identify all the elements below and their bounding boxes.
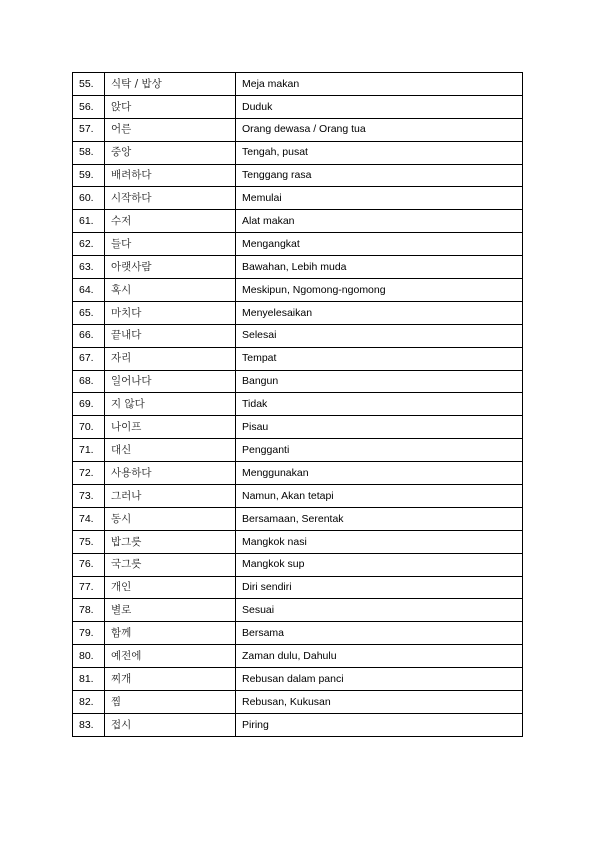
entry-number: 62.: [73, 233, 105, 256]
indonesian-translation: Mangkok nasi: [236, 530, 523, 553]
indonesian-translation: Namun, Akan tetapi: [236, 485, 523, 508]
table-row: [73, 370, 523, 393]
entry-number: 66.: [73, 324, 105, 347]
table-row: [73, 553, 523, 576]
korean-word: 마치다: [105, 301, 236, 324]
table-row: [73, 485, 523, 508]
indonesian-translation: Selesai: [236, 324, 523, 347]
korean-word: 찜: [105, 691, 236, 714]
korean-word: 배려하다: [105, 164, 236, 187]
table-row: [73, 301, 523, 324]
table-row: [73, 416, 523, 439]
korean-word: 찌개: [105, 668, 236, 691]
indonesian-translation: Diri sendiri: [236, 576, 523, 599]
table-row: [73, 599, 523, 622]
table-row: [73, 164, 523, 187]
table-row: [73, 622, 523, 645]
indonesian-translation: Duduk: [236, 95, 523, 118]
indonesian-translation: Alat makan: [236, 210, 523, 233]
indonesian-translation: Tempat: [236, 347, 523, 370]
table-row: [73, 347, 523, 370]
entry-number: 58.: [73, 141, 105, 164]
table-row: [73, 210, 523, 233]
entry-number: 79.: [73, 622, 105, 645]
entry-number: 56.: [73, 95, 105, 118]
korean-word: 지 않다: [105, 393, 236, 416]
korean-word: 함께: [105, 622, 236, 645]
korean-word: 어른: [105, 118, 236, 141]
korean-word: 예전에: [105, 645, 236, 668]
korean-word: 아랫사람: [105, 256, 236, 279]
entry-number: 77.: [73, 576, 105, 599]
indonesian-translation: Tengah, pusat: [236, 141, 523, 164]
entry-number: 78.: [73, 599, 105, 622]
indonesian-translation: Bangun: [236, 370, 523, 393]
korean-word: 일어나다: [105, 370, 236, 393]
korean-word: 대신: [105, 439, 236, 462]
korean-word: 그러나: [105, 485, 236, 508]
indonesian-translation: Memulai: [236, 187, 523, 210]
entry-number: 55.: [73, 73, 105, 96]
table-row: [73, 530, 523, 553]
entry-number: 60.: [73, 187, 105, 210]
korean-word: 시작하다: [105, 187, 236, 210]
vocabulary-table: [72, 72, 523, 737]
table-row: [73, 507, 523, 530]
table-row: [73, 141, 523, 164]
entry-number: 72.: [73, 462, 105, 485]
entry-number: 80.: [73, 645, 105, 668]
korean-word: 개인: [105, 576, 236, 599]
indonesian-translation: Tenggang rasa: [236, 164, 523, 187]
entry-number: 74.: [73, 507, 105, 530]
indonesian-translation: Sesuai: [236, 599, 523, 622]
korean-word: 국그릇: [105, 553, 236, 576]
indonesian-translation: Tidak: [236, 393, 523, 416]
entry-number: 76.: [73, 553, 105, 576]
indonesian-translation: Menyelesaikan: [236, 301, 523, 324]
table-row: [73, 279, 523, 302]
indonesian-translation: Menggunakan: [236, 462, 523, 485]
entry-number: 61.: [73, 210, 105, 233]
table-row: [73, 439, 523, 462]
table-row: [73, 668, 523, 691]
table-row: [73, 691, 523, 714]
indonesian-translation: Rebusan dalam panci: [236, 668, 523, 691]
table-row: [73, 95, 523, 118]
entry-number: 75.: [73, 530, 105, 553]
table-row: [73, 118, 523, 141]
entry-number: 57.: [73, 118, 105, 141]
entry-number: 70.: [73, 416, 105, 439]
korean-word: 끝내다: [105, 324, 236, 347]
korean-word: 들다: [105, 233, 236, 256]
indonesian-translation: Bersamaan, Serentak: [236, 507, 523, 530]
korean-word: 수저: [105, 210, 236, 233]
korean-word: 별로: [105, 599, 236, 622]
entry-number: 64.: [73, 279, 105, 302]
indonesian-translation: Mengangkat: [236, 233, 523, 256]
korean-word: 밥그릇: [105, 530, 236, 553]
korean-word: 나이프: [105, 416, 236, 439]
entry-number: 69.: [73, 393, 105, 416]
indonesian-translation: Bawahan, Lebih muda: [236, 256, 523, 279]
entry-number: 67.: [73, 347, 105, 370]
indonesian-translation: Meskipun, Ngomong-ngomong: [236, 279, 523, 302]
indonesian-translation: Zaman dulu, Dahulu: [236, 645, 523, 668]
korean-word: 접시: [105, 713, 236, 736]
table-row: [73, 462, 523, 485]
korean-word: 사용하다: [105, 462, 236, 485]
entry-number: 68.: [73, 370, 105, 393]
table-row: [73, 73, 523, 96]
indonesian-translation: Pisau: [236, 416, 523, 439]
table-row: [73, 324, 523, 347]
table-row: [73, 576, 523, 599]
table-row: [73, 393, 523, 416]
table-row: [73, 233, 523, 256]
entry-number: 81.: [73, 668, 105, 691]
vocabulary-table-body: [73, 73, 523, 737]
indonesian-translation: Rebusan, Kukusan: [236, 691, 523, 714]
indonesian-translation: Bersama: [236, 622, 523, 645]
korean-word: 혹시: [105, 279, 236, 302]
table-row: [73, 256, 523, 279]
korean-word: 동시: [105, 507, 236, 530]
table-row: [73, 645, 523, 668]
entry-number: 73.: [73, 485, 105, 508]
entry-number: 71.: [73, 439, 105, 462]
indonesian-translation: Piring: [236, 713, 523, 736]
entry-number: 59.: [73, 164, 105, 187]
korean-word: 자리: [105, 347, 236, 370]
entry-number: 65.: [73, 301, 105, 324]
korean-word: 중앙: [105, 141, 236, 164]
korean-word: 앉다: [105, 95, 236, 118]
indonesian-translation: Pengganti: [236, 439, 523, 462]
indonesian-translation: Orang dewasa / Orang tua: [236, 118, 523, 141]
indonesian-translation: Mangkok sup: [236, 553, 523, 576]
table-row: [73, 713, 523, 736]
entry-number: 82.: [73, 691, 105, 714]
table-row: [73, 187, 523, 210]
entry-number: 83.: [73, 713, 105, 736]
entry-number: 63.: [73, 256, 105, 279]
indonesian-translation: Meja makan: [236, 73, 523, 96]
korean-word: 식탁 / 밥상: [105, 73, 236, 96]
